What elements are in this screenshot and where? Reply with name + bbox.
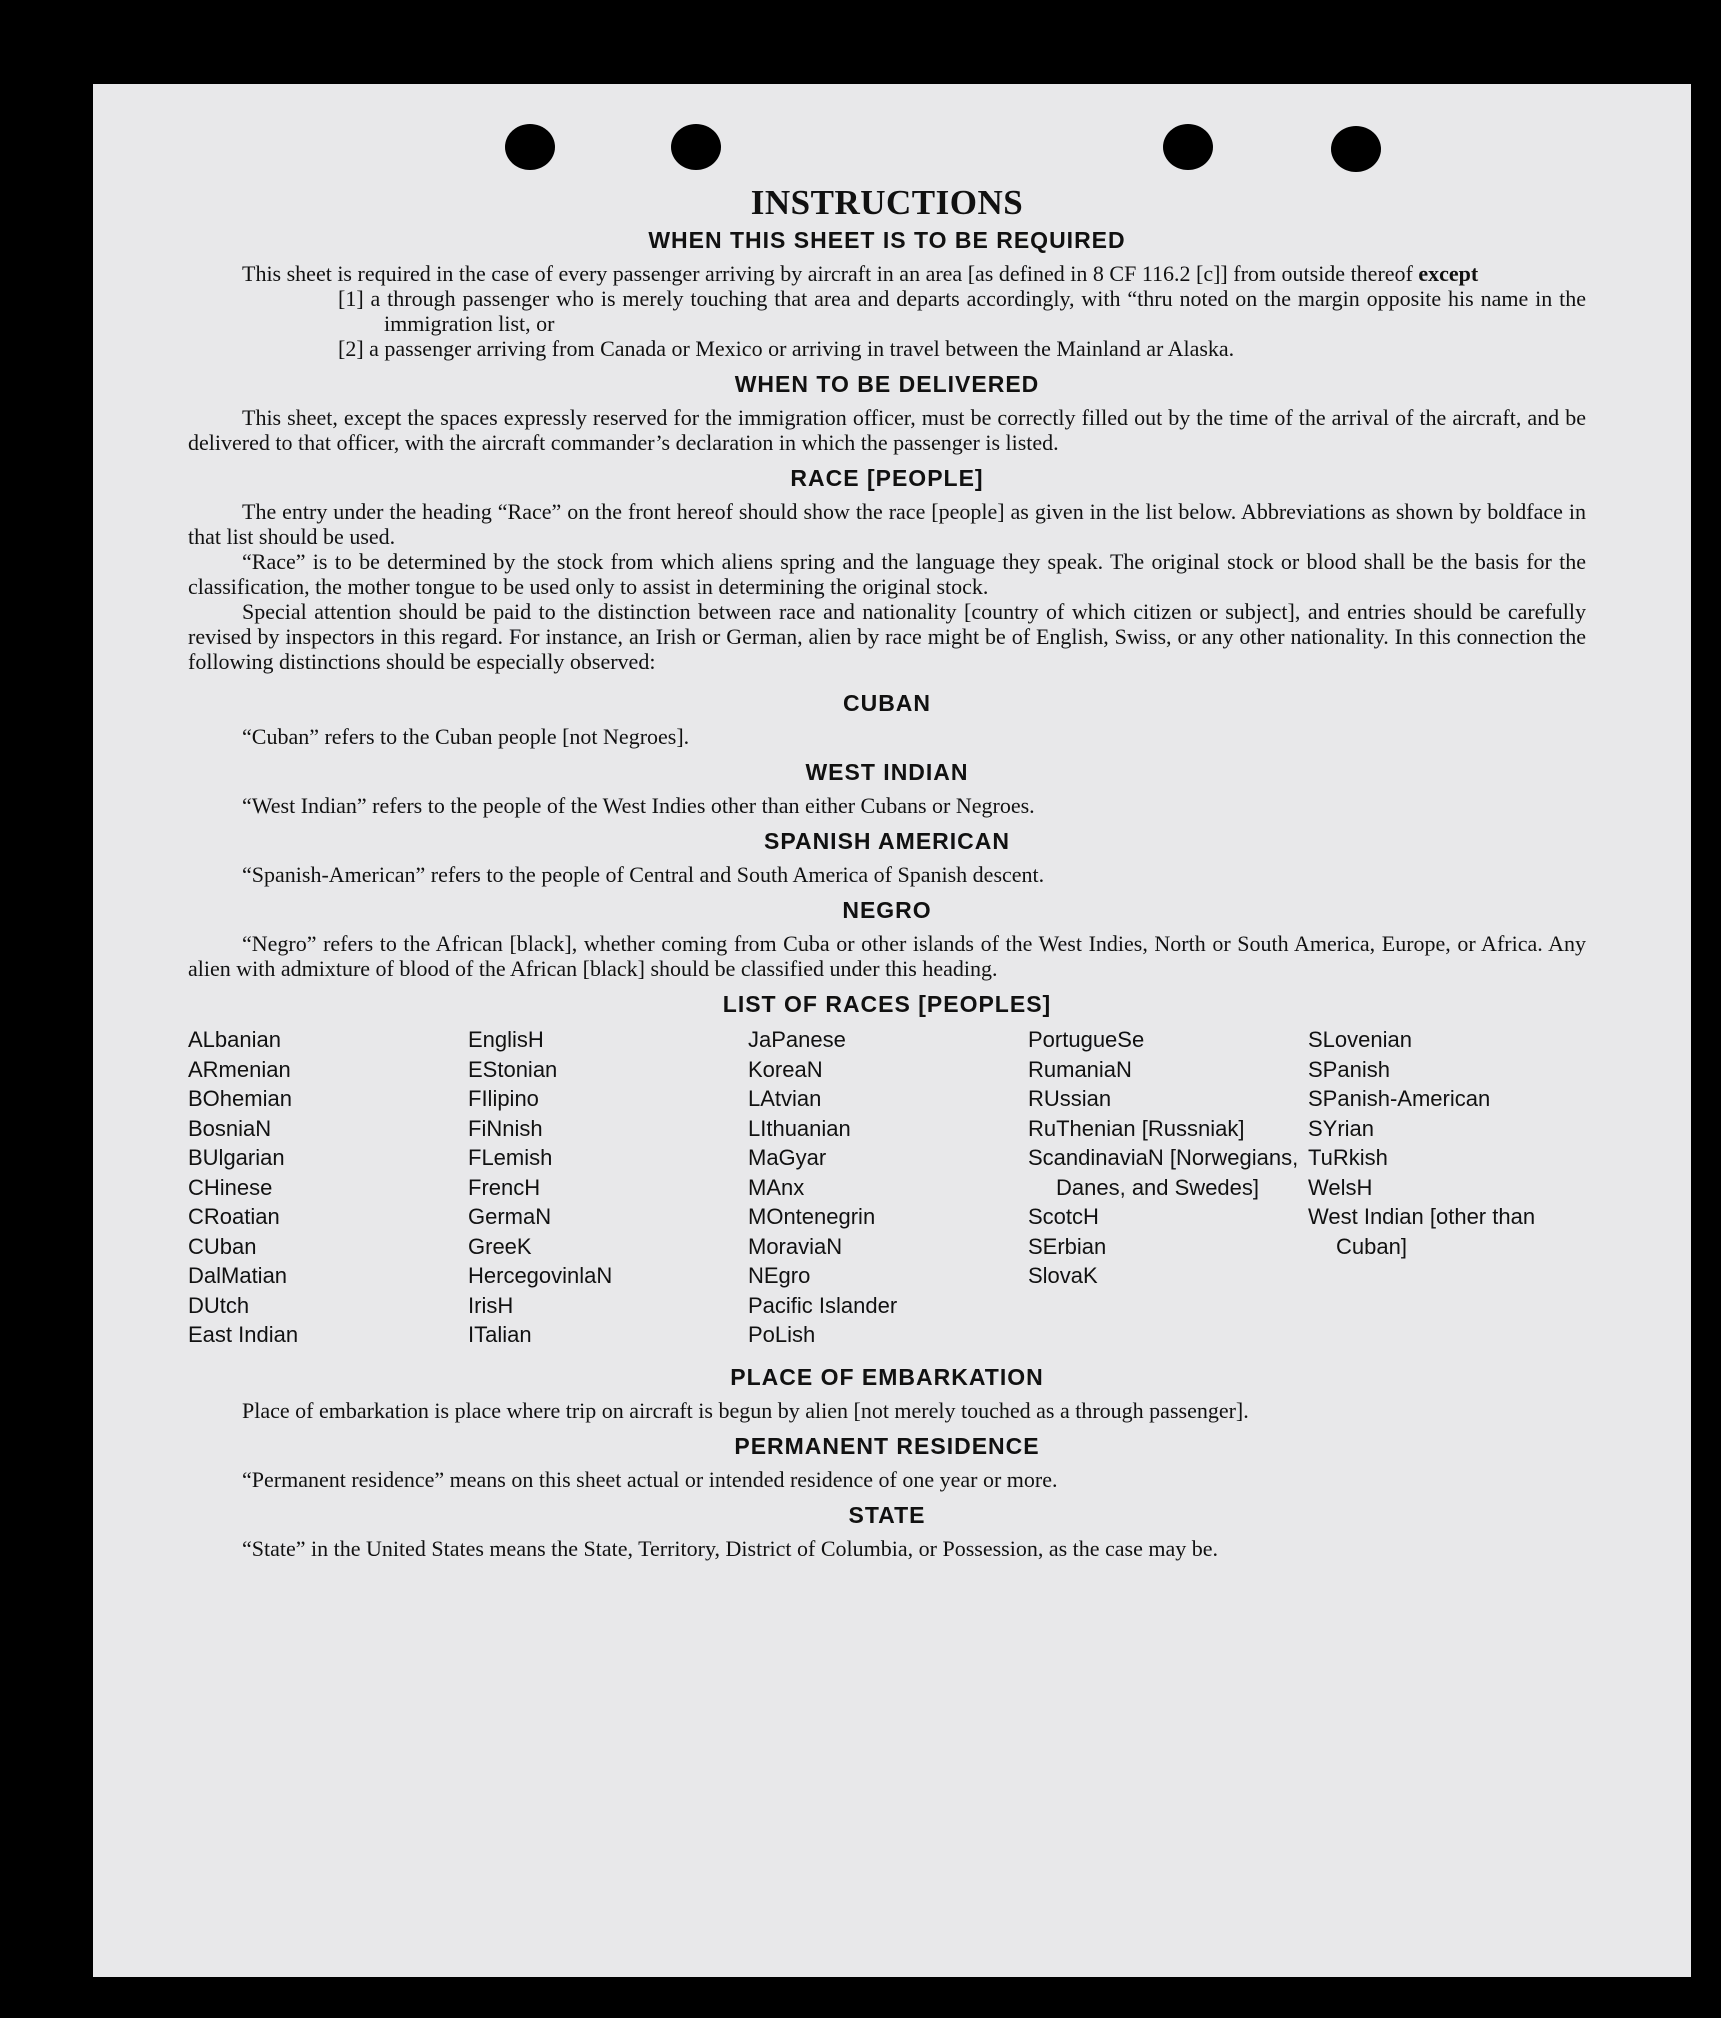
race-entry: JaPanese bbox=[748, 1027, 846, 1052]
race-column-1 bbox=[188, 1025, 468, 1350]
race-entry: HercegovinlaN bbox=[468, 1263, 613, 1288]
race-entry: West Indian [other than Cuban] bbox=[1308, 1204, 1536, 1259]
race-entry: BUlgarian bbox=[188, 1145, 285, 1170]
instructions-content bbox=[188, 183, 1586, 1561]
page-title: INSTRUCTIONS bbox=[750, 183, 1024, 222]
race-list bbox=[188, 1025, 1586, 1350]
race-paragraph-2: “Race” is to be determined by the stock from which aliens spring and the language they speak. The original stock or blood shall be the basis for the classification, the mother tongue to be used only to assist in determining the original stock. bbox=[188, 549, 1586, 599]
negro-text: “Negro” refers to the African [black], whether coming from Cuba or other islands of the West Indies, North or South America, Europe, or Africa. Any alien with admixture of blood of the African [black] should be classified under this heading. bbox=[188, 931, 1586, 981]
heading-negro: NEGRO bbox=[842, 897, 932, 923]
heading-spanish-american: SPANISH AMERICAN bbox=[763, 828, 1010, 854]
race-entry: SlovaK bbox=[1028, 1263, 1098, 1288]
required-item-1: [1] a through passenger who is merely touching that area and departs accordingly, with “thru noted on the margin opposite his name in the immigration list, or bbox=[338, 286, 1586, 336]
race-column-2 bbox=[468, 1025, 748, 1350]
permanent-residence-text: “Permanent residence” means on this sheet actual or intended residence of one year or more. bbox=[242, 1466, 1058, 1492]
race-paragraph-3: Special attention should be paid to the distinction between race and nationality [country of which citizen or subject], and entries should be carefully revised by inspectors in this regard. For instance, an Irish or German, alien by race might be of English, Swiss, or any other nationality. In this connection the following distinctions should be especially observed: bbox=[188, 599, 1586, 674]
race-entry: PortugueSe bbox=[1028, 1027, 1145, 1052]
race-entry: EnglisH bbox=[468, 1027, 544, 1052]
race-entry: CUban bbox=[188, 1233, 257, 1259]
race-entry: DalMatian bbox=[188, 1263, 288, 1288]
race-entry: NEgro bbox=[748, 1263, 811, 1288]
race-entry: ScotcH bbox=[1028, 1204, 1099, 1229]
required-intro-except: except bbox=[1418, 261, 1479, 286]
heading-state: STATE bbox=[848, 1501, 926, 1528]
race-entry: FIlipino bbox=[468, 1086, 539, 1111]
race-column-3 bbox=[748, 1025, 1028, 1350]
race-paragraph-1: The entry under the heading “Race” on the front hereof should show the race [people] as given in the list below. Abbreviations as shown by boldface in that list should be used. bbox=[188, 499, 1586, 549]
race-entry: PoLish bbox=[748, 1322, 816, 1347]
race-entry: MAnx bbox=[748, 1174, 805, 1200]
required-item-2: [2] a passenger arriving from Canada or Mexico or arriving in travel between the Mainland ar Alaska. bbox=[338, 336, 1235, 361]
heading-list-of-races: LIST OF RACES [PEOPLES] bbox=[722, 991, 1052, 1017]
heading-west-indian: WEST INDIAN bbox=[805, 759, 969, 785]
race-entry: East Indian bbox=[188, 1322, 299, 1347]
heading-race: RACE [PEOPLE] bbox=[790, 465, 984, 491]
punch-hole bbox=[671, 124, 721, 170]
race-entry: IrisH bbox=[468, 1292, 514, 1318]
spanish-american-text: “Spanish-American” refers to the people of Central and South America of Spanish descent. bbox=[242, 862, 1045, 887]
race-entry: GermaN bbox=[468, 1204, 552, 1229]
heading-delivered: WHEN TO BE DELIVERED bbox=[734, 371, 1040, 397]
race-entry: WelsH bbox=[1308, 1174, 1373, 1200]
race-entry: FLemish bbox=[468, 1145, 553, 1170]
race-entry: Pacific Islander bbox=[748, 1292, 898, 1318]
race-entry: MOntenegrin bbox=[748, 1204, 876, 1229]
race-entry: FiNnish bbox=[468, 1115, 543, 1141]
heading-cuban: CUBAN bbox=[842, 690, 932, 716]
race-entry: LIthuanian bbox=[748, 1115, 851, 1141]
race-entry: FrencH bbox=[468, 1174, 541, 1200]
race-entry: MaGyar bbox=[748, 1145, 827, 1170]
race-entry: LAtvian bbox=[748, 1086, 822, 1111]
embarkation-text: Place of embarkation is place where trip on aircraft is begun by alien [not merely touched as a through passenger]. bbox=[242, 1397, 1249, 1423]
punch-hole bbox=[1331, 126, 1381, 172]
race-entry: SLovenian bbox=[1308, 1027, 1412, 1052]
state-text: “State” in the United States means the State, Territory, District of Columbia, or Possession, as the case may be. bbox=[242, 1535, 1219, 1561]
required-intro-text: This sheet is required in the case of every passenger arriving by aircraft in an area [as defined in 8 CF 116.2 [c]] from outside thereof bbox=[242, 261, 1413, 286]
race-entry: ScandinaviaN [Norwegians, Danes, and Swedes] bbox=[1028, 1145, 1299, 1200]
race-entry: BOhemian bbox=[188, 1086, 292, 1111]
race-entry: BosniaN bbox=[188, 1115, 272, 1141]
heading-permanent-residence: PERMANENT RESIDENCE bbox=[734, 1432, 1040, 1459]
race-entry: TuRkish bbox=[1308, 1145, 1388, 1170]
heading-embarkation: PLACE OF EMBARKATION bbox=[730, 1363, 1044, 1390]
race-column-4 bbox=[1028, 1025, 1308, 1350]
race-entry: SPanish-American bbox=[1308, 1086, 1491, 1111]
race-entry: ARmenian bbox=[188, 1056, 291, 1082]
west-indian-text: “West Indian” refers to the people of the West Indies other than either Cubans or Negroes. bbox=[242, 793, 1035, 818]
delivered-text: This sheet, except the spaces expressly reserved for the immigration officer, must be correctly filled out by the time of the arrival of the aircraft, and be delivered to that officer, with the aircraft commander’s declaration in which the passenger is listed. bbox=[188, 405, 1586, 455]
race-entry: DUtch bbox=[188, 1292, 250, 1318]
race-entry: RumaniaN bbox=[1028, 1056, 1132, 1082]
race-entry: SErbian bbox=[1028, 1233, 1107, 1259]
race-entry: SYrian bbox=[1308, 1115, 1375, 1141]
race-entry: EStonian bbox=[468, 1056, 558, 1082]
race-entry: MoraviaN bbox=[748, 1233, 843, 1259]
race-entry: RUssian bbox=[1028, 1086, 1112, 1111]
race-entry: CRoatian bbox=[188, 1204, 280, 1229]
punch-hole bbox=[1163, 124, 1213, 170]
race-entry: CHinese bbox=[188, 1174, 273, 1200]
race-entry: RuThenian [Russniak] bbox=[1028, 1115, 1245, 1141]
race-entry: ITalian bbox=[468, 1322, 532, 1347]
required-intro bbox=[188, 261, 1586, 286]
race-entry: SPanish bbox=[1308, 1056, 1390, 1082]
race-entry: GreeK bbox=[468, 1233, 532, 1259]
heading-required: WHEN THIS SHEET IS TO BE REQUIRED bbox=[648, 227, 1126, 253]
race-column-5 bbox=[1308, 1025, 1586, 1350]
race-entry: KoreaN bbox=[748, 1056, 823, 1082]
cuban-text: “Cuban” refers to the Cuban people [not Negroes]. bbox=[242, 724, 690, 749]
punch-hole bbox=[505, 124, 555, 170]
race-entry: ALbanian bbox=[188, 1027, 281, 1052]
